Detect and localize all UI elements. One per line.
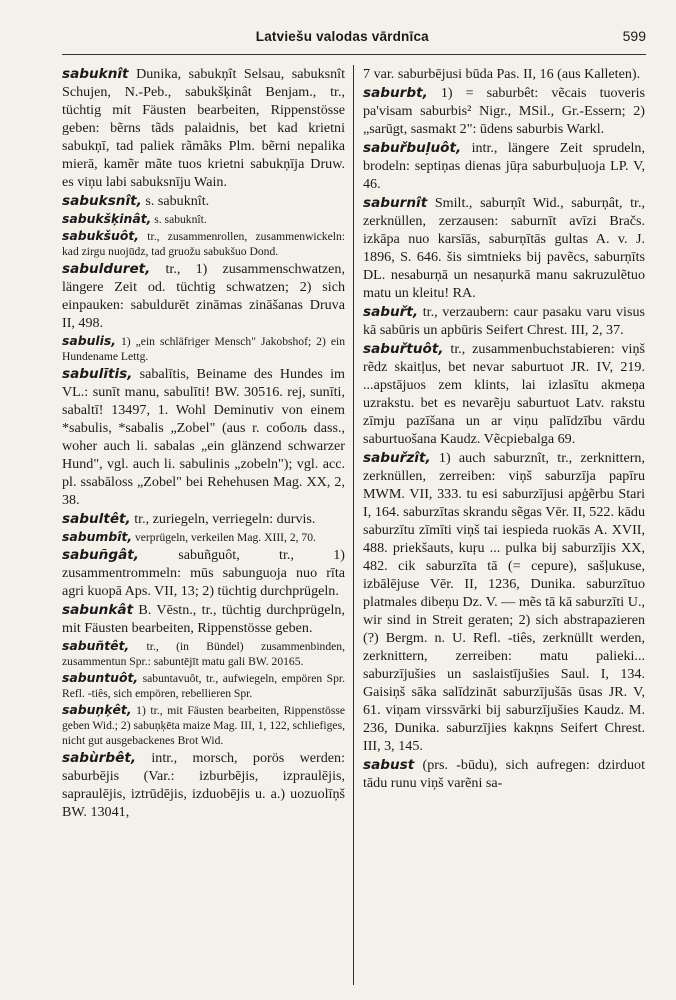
dictionary-entry [62,670,345,701]
entry-headword: sabuņķêt, [62,702,132,717]
entry-text: tr., 1) zusammenschwatzen, längere Zeit od. tüchtig schwatzen; 2) sich einpauken: sabuldurēt zināmas zināšanas Druva II, 498. [62,261,345,331]
entry-text: (prs. -būdu), sich aufregen: dzirduot tādu runu viņš varẽni sa- [363,757,645,791]
entry-headword: sabumbît, [62,529,133,544]
entry-headword: sabuñgât, [62,547,139,563]
entry-text: 1) tr., mit Fäusten bearbeiten, Rippenstösse geben Wid.; 2) sabuņķēta maize Mag. III, 1, 122, schliefiges, nicht gut ausgebackenes Brot Wid. [62,704,345,747]
dictionary-entry [62,546,345,600]
entry-headword: sabulis, [62,333,117,348]
columns [62,65,646,985]
dictionary-entry [363,139,645,193]
dictionary-entry [62,638,345,669]
dictionary-entry [62,510,345,528]
dictionary-entry [363,340,645,448]
entry-text: tr., zuriegeln, verriegeln: durvis. [130,511,316,527]
dictionary-entry [62,260,345,332]
entry-text: B. Vēstn., tr., tüchtig durchprügeln, mit Fäusten bearbeiten, Rippenstösse geben. [62,602,345,636]
entry-text: tr., zusammenbuchstabieren: viņš rẽdz skaitļus, bet nevar saburtuot JR. IV, 219. ...apstājuos zem klints, lai izlasītu akmeņa uzrakstu. bet es nevarẽju saburtuot Latv. rakstu zīmju pazīšana un ar viņu palīdzību vārdu saburtuošana Kaudz. Vẽcpiebalga 69. [363,341,645,447]
left-column [62,65,353,985]
entry-text: 7 var. saburbējusi būda Pas. II, 16 (aus Kalleten). [363,66,641,82]
dictionary-entry [62,529,345,545]
entry-text: verprügeln, verkeilen Mag. XIII, 2, 70. [132,531,316,544]
dictionary-entry [62,749,345,821]
dictionary-entry [62,211,345,227]
entry-text: s. sabuknît. [141,193,210,209]
dictionary-entry [62,333,345,364]
entry-text: sabuñguôt, tr., 1) zusammentrommeln: mūs sabunguoja nuo rīta agri kuopā Aps. VII, 13; 2) tüchtig durchprügeln. [62,547,345,599]
header-rule [62,54,646,55]
dictionary-entry [363,303,645,339]
entry-text: tr., verzaubern: caur pasaku varu visus kā sabūris un apbūris Seifert Chrest. III, 2, 37. [363,304,645,338]
dictionary-entry [363,756,645,792]
entry-headword: saburbt, [363,85,428,101]
entry-text: 1) = saburbêt: vẽcais tuoveris pa'visam saburbis² Nigr., MSil., Gr.-Essern; 2) „sarūgt, sasmakt 2": ūdens saburbis Warkl. [363,85,645,137]
entry-headword: sabukšuôt, [62,228,140,243]
running-title: Latviešu valodas vārdnīca [255,29,429,44]
dictionary-entry [62,702,345,748]
page-header [62,28,646,52]
entry-headword: sabuknît [62,66,129,82]
dictionary-entry [62,228,345,259]
entry-headword: sabuřt, [363,304,419,320]
entry-headword: sabultêt, [62,511,131,527]
right-column [353,65,645,985]
entry-headword: saburnît [363,195,428,211]
dictionary-entry [363,65,645,83]
dictionary-entry [62,365,345,509]
entry-headword: sabulduret, [62,261,151,277]
entry-text: 1) „ein schläfriger Mensch" Jakobshof; 2) ein Hundename Lettg. [62,335,345,363]
entry-headword: sabulītis, [62,366,133,382]
entry-headword: sabuksnît, [62,193,142,209]
entry-text: sabalītis, Beiname des Hundes im VL.: sunīt manu, sabulīti! BW. 30516. rej, sunīti, sabaltī! 13497, 1. Wohl Deminutiv von einem *sabulis, *sabalis „Zobel" (aus r. соболь dass., woher auch li. sabalas „ein glänzend schwarzer Hund", vgl. auch li. sabulinis „zobeln"); vgl. acc. pl. ssabāloss „Zobel" bei Rehehusen Mag. XX, 2, 38. [62,366,345,508]
dictionary-entry [62,65,345,191]
entry-headword: sabuřzît, [363,450,431,466]
dictionary-entry [363,449,645,755]
entry-text: tr., zusammenrollen, zusammenwickeln: kad zirgu nuojūdz, tad gruožu sabukšuo Dond. [62,230,345,258]
dictionary-entry [62,192,345,210]
entry-headword: sabuřbuļuôt, [363,140,462,156]
entry-headword: sabunkât [62,602,134,618]
entry-headword: sabuñtêt, [62,638,130,653]
entry-text: tr., (in Bündel) zusammenbinden, zusammentun Spr.: sabuntējīt matu gali BW. 20165. [62,640,345,668]
entry-text: Smilt., saburņît Wid., saburņât, tr., zerknüllen, zerzausen: saburnīt avīzi Bračs. izkāpa nuo karsīās, saburņītās gultas A. v. J. 1896, S. 646. šis simtnieks bij pavẽcs, saburņīts DL. nesaburņā un nesaņurkā manu sakruzulẽtuo matu un kleitu! RA. [363,195,645,301]
entry-text: 1) auch saburznît, tr., zerknittern, zerknüllen, zerreiben: viņš saburzīja papīru MWM. VII, 333. tu esi saburzījusi apģẽrbu Stari I, 164. saburzītas skrandu sẽgas Vēr. II, 522. kādu saburzītu zīmīti viņš tai iespieda ruokās A. XVII, 488. priekšauts, kuŗu ... pulka bij saburzījis XX, 482. cik saburzīta tā (= cepure), sašļukuse, izbālējuse Vēr. II, 1236, Dunika. saburzītuo platmales dibeņu Dz. V. — mẽs tā kā saburzīti U., wir sind in Streit geraten; 2) sich abstrapazieren (?) Bergm. n. U. Refl. -tiês, zerknüllt werden, zerknittern, zerreiben: matu palieki... saburzījušies un saslaistījušies Saul. I, 134. Gaisiņš sāka salīdzināt saburzījušās ūsas JR. V, 61. viņam virssvārki bij saburzījušies Kaudz. M. 236, Dunika. saburzījies kakņns Seifert Chrest. III, 3, 145. [363,450,645,754]
dictionary-entry [62,601,345,637]
entry-text: intr., längere Zeit sprudeln, brodeln: septiņas dienas jūŗa saburbuļuoja LP. V, 46. [363,140,645,192]
entry-text: Dunika, sabukņît Selsau, sabuksnît Schujen, N.-Peb., sabukšķinât Benjam., tr., tüchtig mit Fäusten bearbeiten, Rippenstösse geben: bẽrns tãds palaidnis, bet kad krietni sabukņī, tad paliek rãmãks Plm. bẽrni nepalika mierā, kamẽr mãte tuos krietni sabukņīja Druw. es viņu labi sabuksnīju Wain. [62,66,345,190]
entry-headword: sabùrbêt, [62,750,136,766]
entry-headword: sabuřtuôt, [363,341,444,357]
entry-headword: sabust [363,757,415,773]
entry-headword: sabuntuôt, [62,670,139,685]
entry-text: intr., morsch, porös werden: saburbējis (Var.: izburbējis, izpraulējis, sapraulējis, iztrūdējis, izduobējis u. a.) uozuolīņš BW. 13041, [62,750,345,820]
entry-text: s. sabuknît. [151,213,207,226]
entry-text: sabuntavuôt, tr., aufwiegeln, empören Spr. Refl. -tiês, sich empören, rebellieren Spr. [62,672,345,700]
dictionary-entry [363,84,645,138]
page-number: 599 [622,28,646,44]
dictionary-entry [363,194,645,302]
entry-headword: sabukšķinât, [62,211,152,226]
